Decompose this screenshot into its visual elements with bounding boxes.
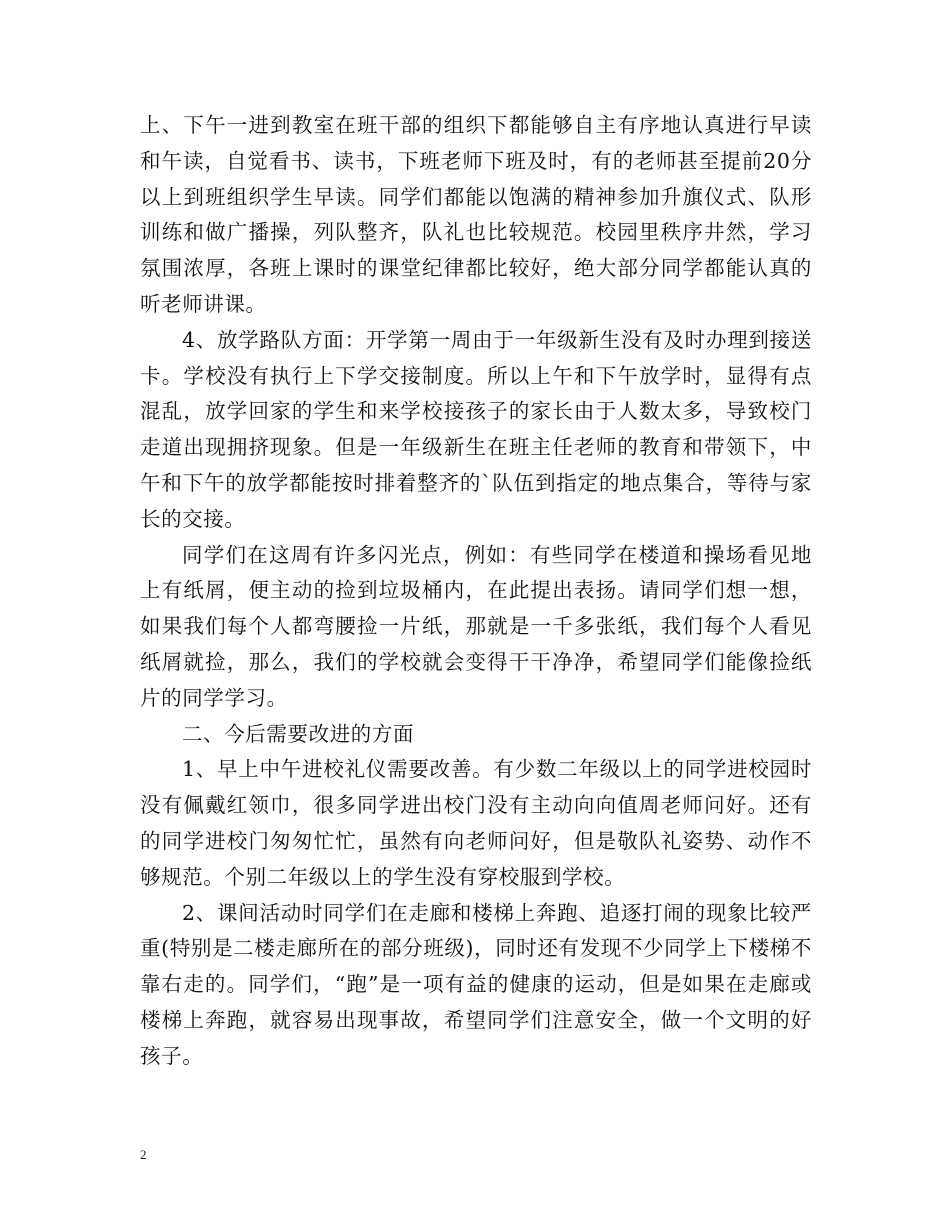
paragraph-2: 4、放学路队方面：开学第一周由于一年级新生没有及时办理到接送卡。学校没有执行上下学交接制度。所以上午和下午放学时，显得有点混乱，放学回家的学生和来学校接孩子的家长由于人数太多，导致校门走道出现拥挤现象。但是一年级新生在班主任老师的教育和带领下，中午和下午的放学都能按时排着整齐的`队伍到指定的地点集合，等待与家长的交接。	[140, 327, 812, 531]
section-heading: 二、今后需要改进的方面	[182, 721, 415, 746]
paragraph-3: 同学们在这周有许多闪光点，例如：有些同学在楼道和操场看见地上有纸屑，便主动的捡到垃圾桶内，在此提出表扬。请同学们想一想，如果我们每个人都弯腰捡一片纸，那就是一千多张纸，我们每个人看见纸屑就捡，那么，我们的学校就会变得干干净净，希望同学们能像捡纸片的同学学习。	[140, 542, 812, 710]
paragraph-5: 2、课间活动时同学们在走廊和楼梯上奔跑、追逐打闹的现象比较严重(特别是二楼走廊所在的部分班级)，同时还有发现不少同学上下楼梯不靠右走的。同学们，“跑”是一项有益的健康的运动，但是如果在走廊或楼梯上奔跑，就容易出现事故，希望同学们注意安全，做一个文明的好孩子。	[140, 900, 812, 1068]
page-number: 2	[140, 1147, 147, 1162]
paragraph-4: 1、早上中午进校礼仪需要改善。有少数二年级以上的同学进校园时没有佩戴红领巾，很多同学进出校门没有主动向向值周老师问好。还有的同学进校门匆匆忙忙，虽然有向老师问好，但是敬队礼姿势、动作不够规范。个别二年级以上的学生没有穿校服到学校。	[140, 757, 812, 889]
paragraph-1: 上、下午一进到教室在班干部的组织下都能够自主有序地认真进行早读和午读，自觉看书、读书，下班老师下班及时，有的老师甚至提前20分以上到班组织学生早读。同学们都能以饱满的精神参加升旗仪式、队形训练和做广播操，列队整齐，队礼也比较规范。校园里秩序井然，学习氛围浓厚，各班上课时的课堂纪律都比较好，绝大部分同学都能认真的听老师讲课。	[140, 113, 812, 316]
document-body	[140, 108, 812, 1075]
